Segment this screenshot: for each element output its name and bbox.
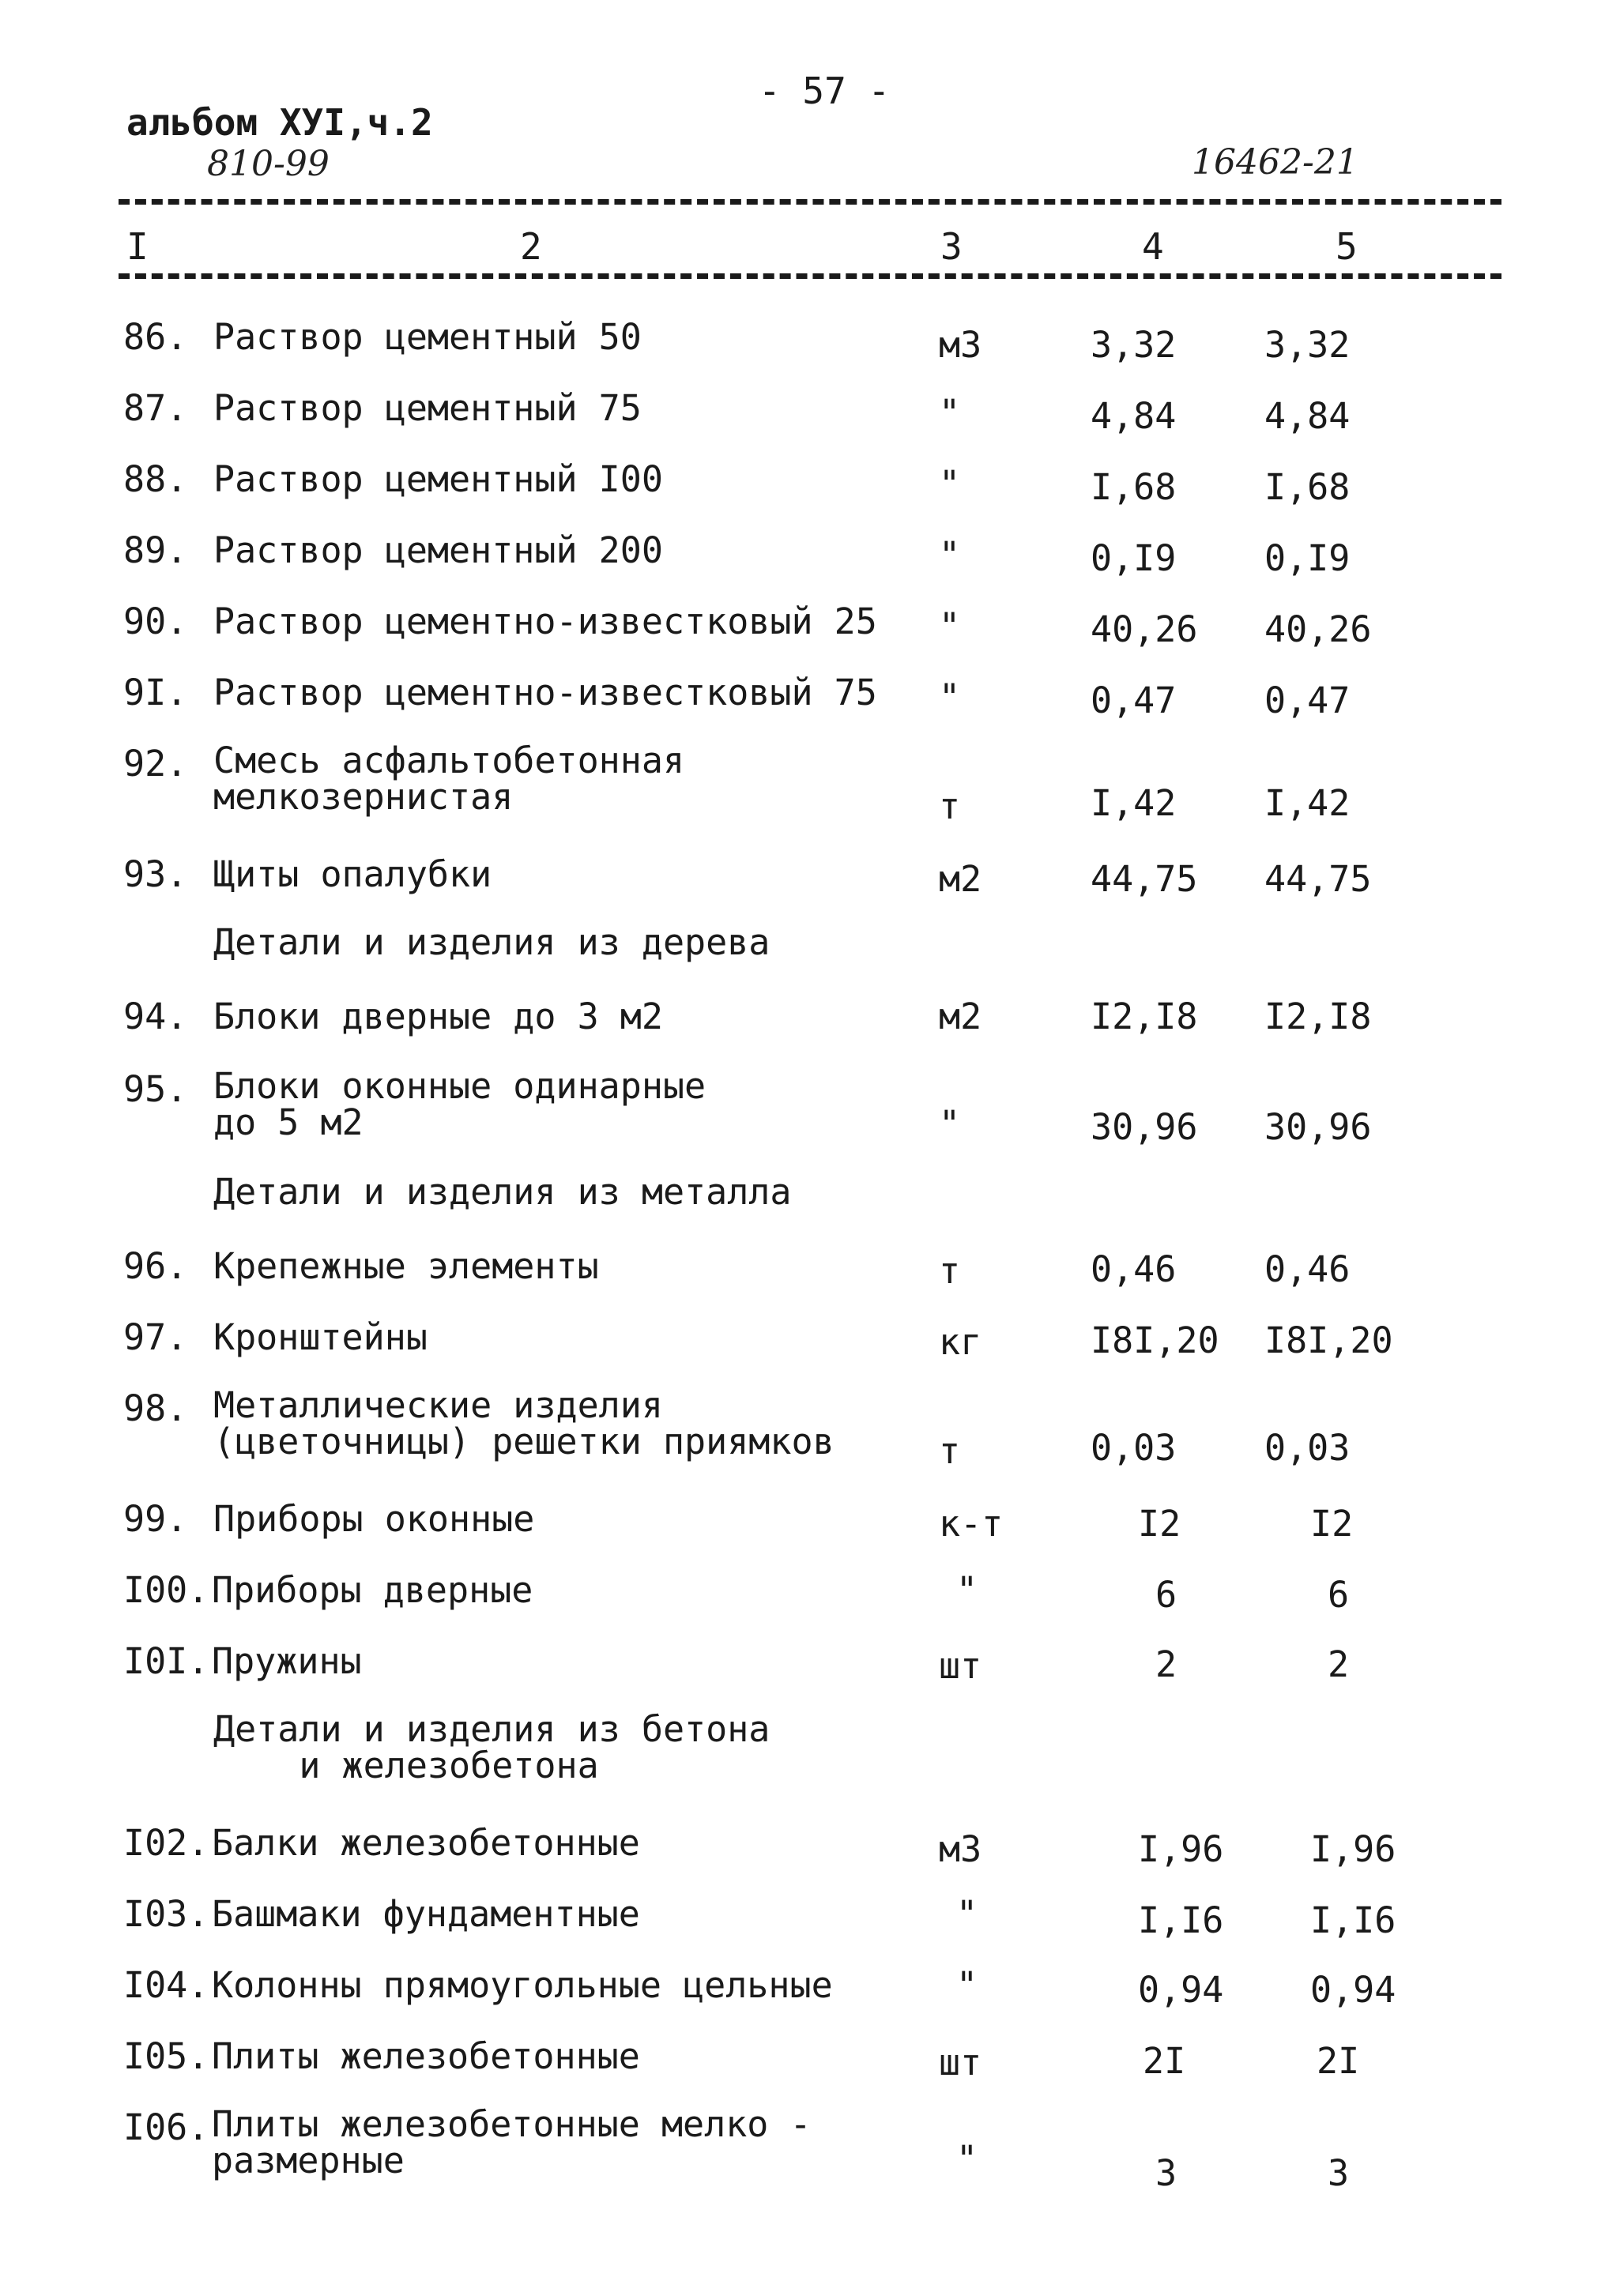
row-unit: кг bbox=[939, 1321, 982, 1363]
section-heading: Детали и изделия из металла bbox=[213, 1171, 792, 1213]
dashed-rule-top bbox=[119, 199, 1501, 205]
row-unit: шт bbox=[939, 1645, 982, 1687]
row-value-5: 3,32 bbox=[1264, 324, 1351, 366]
row-value-4: I,I6 bbox=[1138, 1899, 1224, 1941]
row-value-5: I2,I8 bbox=[1264, 996, 1372, 1037]
row-name: Металлические изделия (цветочницы) решетки приямков bbox=[213, 1384, 835, 1462]
row-unit: " bbox=[939, 605, 961, 647]
row-name: Раствор цементно-известковый 25 bbox=[213, 600, 877, 642]
row-name: Раствор цементный 50 bbox=[213, 316, 642, 358]
row-unit: т bbox=[939, 785, 961, 827]
section-heading: Детали и изделия из дерева bbox=[213, 921, 770, 963]
row-value-5: 3 bbox=[1328, 2152, 1350, 2194]
row-value-4: I8I,20 bbox=[1091, 1319, 1219, 1361]
row-name: Крепежные элементы bbox=[213, 1245, 599, 1287]
row-name: Плиты железобетонные мелко - размерные bbox=[212, 2103, 812, 2181]
column-number-4: 4 bbox=[1142, 225, 1164, 268]
row-number: 94. bbox=[123, 996, 188, 1037]
row-number: 9I. bbox=[123, 672, 188, 713]
row-number: I06. bbox=[123, 2106, 209, 2148]
section-heading: Детали и изделия из бетона и железобетона bbox=[213, 1708, 770, 1786]
row-name: Щиты опалубки bbox=[213, 853, 492, 895]
row-value-4: 4,84 bbox=[1091, 395, 1177, 437]
row-unit: т bbox=[939, 1430, 961, 1472]
row-number: 92. bbox=[123, 743, 188, 785]
row-number: 89. bbox=[123, 529, 188, 571]
row-value-4: 40,26 bbox=[1091, 608, 1198, 650]
row-value-5: 6 bbox=[1328, 1574, 1350, 1616]
row-number: 95. bbox=[123, 1068, 188, 1110]
row-name: Блоки оконные одинарные до 5 м2 bbox=[213, 1065, 706, 1143]
row-name: Колонны прямоугольные цельные bbox=[212, 1964, 833, 2006]
row-unit: " bbox=[939, 463, 961, 505]
row-name: Пружины bbox=[212, 1640, 362, 1682]
row-number: 99. bbox=[123, 1498, 188, 1540]
row-value-4: 3,32 bbox=[1091, 324, 1177, 366]
row-value-4: 0,47 bbox=[1091, 679, 1177, 721]
row-value-4: I2,I8 bbox=[1091, 996, 1198, 1037]
row-value-4: 2 bbox=[1155, 1643, 1177, 1685]
row-number: 98. bbox=[123, 1387, 188, 1429]
row-value-4: 30,96 bbox=[1091, 1106, 1198, 1148]
row-number: 97. bbox=[123, 1316, 188, 1358]
row-name: Смесь асфальтобетонная мелкозернистая bbox=[213, 740, 685, 818]
row-value-4: 0,94 bbox=[1138, 1969, 1224, 2011]
column-number-2: 2 bbox=[520, 225, 542, 268]
row-number: I04. bbox=[123, 1964, 209, 2006]
handwritten-note-left: 810-99 bbox=[207, 144, 330, 184]
row-value-5: I,96 bbox=[1310, 1828, 1396, 1870]
row-unit: м3 bbox=[939, 1828, 982, 1870]
row-unit: " bbox=[956, 1569, 978, 1611]
row-number: I03. bbox=[123, 1893, 209, 1935]
row-number: 90. bbox=[123, 600, 188, 642]
row-name: Приборы дверные bbox=[212, 1569, 533, 1611]
row-number: 86. bbox=[123, 316, 188, 358]
row-value-4: I2 bbox=[1138, 1503, 1181, 1545]
row-value-4: I,68 bbox=[1091, 466, 1177, 508]
row-number: 88. bbox=[123, 458, 188, 500]
row-unit: " bbox=[956, 2138, 978, 2180]
row-value-4: 2I bbox=[1143, 2040, 1186, 2082]
row-value-5: 0,47 bbox=[1264, 679, 1351, 721]
row-number: I0I. bbox=[123, 1640, 209, 1682]
row-unit: " bbox=[939, 1103, 961, 1145]
row-value-4: 6 bbox=[1155, 1574, 1177, 1616]
row-number: I05. bbox=[123, 2035, 209, 2077]
row-name: Раствор цементный 75 bbox=[213, 387, 642, 429]
row-name: Балки железобетонные bbox=[212, 1822, 640, 1864]
row-value-5: 0,I9 bbox=[1264, 537, 1351, 579]
column-number-1: I bbox=[126, 225, 149, 268]
row-value-4: 0,46 bbox=[1091, 1248, 1177, 1290]
row-name: Раствор цементный I00 bbox=[213, 458, 663, 500]
row-value-5: I,I6 bbox=[1310, 1899, 1396, 1941]
row-value-4: I,42 bbox=[1091, 782, 1177, 824]
row-unit: м2 bbox=[939, 858, 982, 900]
row-value-5: 0,46 bbox=[1264, 1248, 1351, 1290]
row-number: I02. bbox=[123, 1822, 209, 1864]
row-unit: " bbox=[956, 1964, 978, 2006]
row-number: 93. bbox=[123, 853, 188, 895]
row-value-4: I,96 bbox=[1138, 1828, 1224, 1870]
row-value-5: 0,03 bbox=[1264, 1427, 1351, 1469]
row-value-4: 44,75 bbox=[1091, 858, 1198, 900]
row-name: Раствор цементный 200 bbox=[213, 529, 663, 571]
row-number: 87. bbox=[123, 387, 188, 429]
row-unit: " bbox=[956, 1893, 978, 1935]
row-value-4: 0,I9 bbox=[1091, 537, 1177, 579]
row-value-4: 0,03 bbox=[1091, 1427, 1177, 1469]
album-label: альбом ХУI,ч.2 bbox=[126, 101, 433, 144]
row-unit: м2 bbox=[939, 996, 982, 1037]
row-number: 96. bbox=[123, 1245, 188, 1287]
row-value-4: 3 bbox=[1155, 2152, 1177, 2194]
handwritten-note-right: 16462-21 bbox=[1192, 142, 1358, 183]
row-value-5: 0,94 bbox=[1310, 1969, 1396, 2011]
row-unit: к-т bbox=[939, 1503, 1004, 1545]
row-value-5: 40,26 bbox=[1264, 608, 1372, 650]
row-unit: м3 bbox=[939, 324, 982, 366]
row-value-5: 2 bbox=[1328, 1643, 1350, 1685]
row-name: Раствор цементно-известковый 75 bbox=[213, 672, 877, 713]
row-value-5: 2I bbox=[1317, 2040, 1360, 2082]
row-value-5: I,42 bbox=[1264, 782, 1351, 824]
row-number: I00. bbox=[123, 1569, 209, 1611]
page-number: - 57 - bbox=[759, 70, 891, 112]
column-number-3: 3 bbox=[940, 225, 963, 268]
dashed-rule-header bbox=[119, 273, 1501, 279]
column-number-5: 5 bbox=[1336, 225, 1358, 268]
row-unit: т bbox=[939, 1250, 961, 1292]
row-name: Башмаки фундаментные bbox=[212, 1893, 640, 1935]
row-value-5: I8I,20 bbox=[1264, 1319, 1393, 1361]
row-name: Плиты железобетонные bbox=[212, 2035, 640, 2077]
row-name: Кронштейны bbox=[213, 1316, 428, 1358]
row-unit: шт bbox=[939, 2042, 982, 2083]
row-name: Приборы оконные bbox=[213, 1498, 535, 1540]
row-unit: " bbox=[939, 676, 961, 718]
row-value-5: I,68 bbox=[1264, 466, 1351, 508]
row-value-5: 30,96 bbox=[1264, 1106, 1372, 1148]
row-unit: " bbox=[939, 392, 961, 434]
row-name: Блоки дверные до 3 м2 bbox=[213, 996, 663, 1037]
row-value-5: 44,75 bbox=[1264, 858, 1372, 900]
row-unit: " bbox=[939, 534, 961, 576]
row-value-5: 4,84 bbox=[1264, 395, 1351, 437]
row-value-5: I2 bbox=[1310, 1503, 1354, 1545]
